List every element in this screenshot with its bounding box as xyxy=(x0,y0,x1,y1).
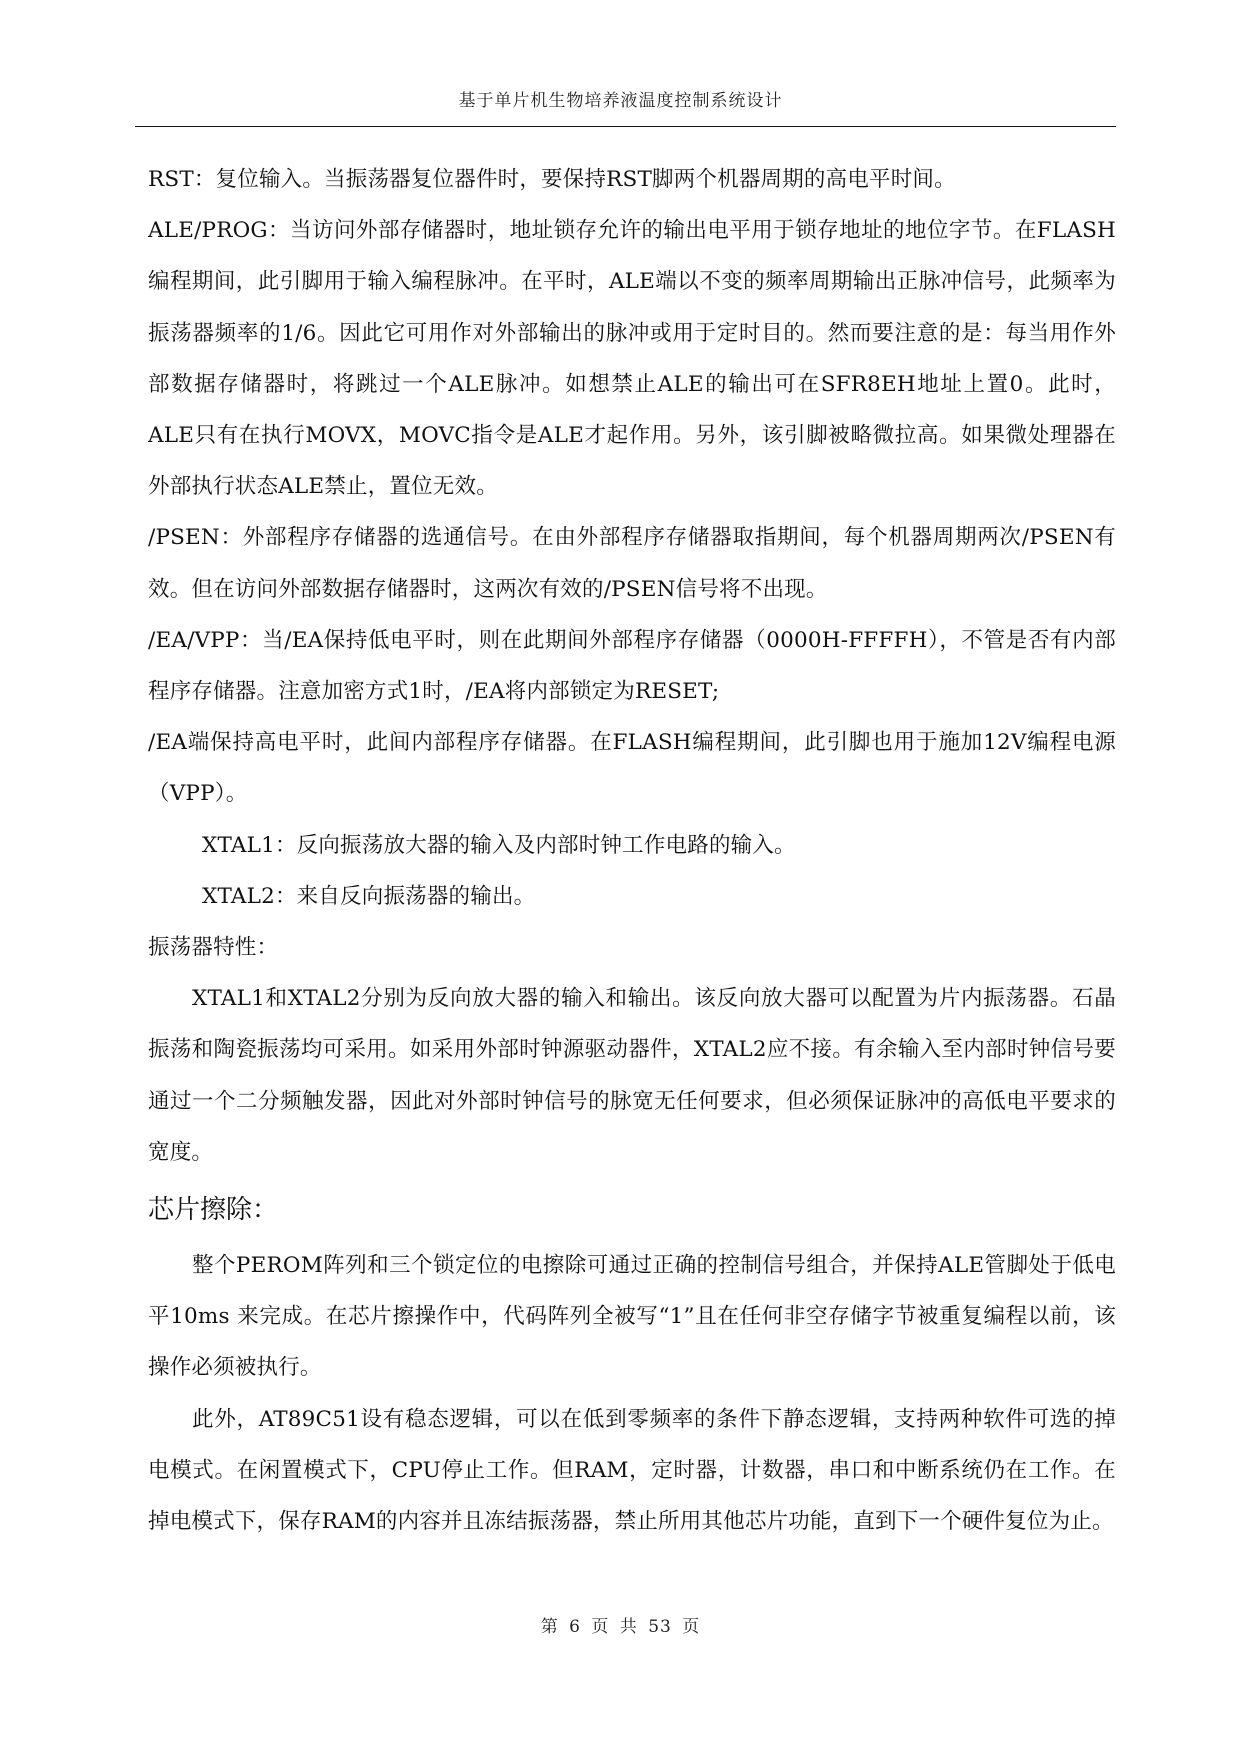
paragraph-oscillator: XTAL1和XTAL2分别为反向放大器的输入和输出。该反向放大器可以配置为片内振荡器。石晶振荡和陶瓷振荡均可采用。如采用外部时钟源驱动器件，XTAL2应不接。有余输入至内部时钟信号要通过一个二分频触发器，因此对外部时钟信号的脉宽无任何要求，但必须保证脉冲的高低电平要求的宽度。 xyxy=(148,986,1116,1165)
paragraph-erase-2: 此外，AT89C51设有稳态逻辑，可以在低到零频率的条件下静态逻辑，支持两种软件可选的掉电模式。在闲置模式下，CPU停止工作。但RAM，定时器，计数器，串口和中断系统仍在工作。在掉电模式下，保存RAM的内容并且冻结振荡器，禁止所用其他芯片功能，直到下一个硬件复位为止。 xyxy=(148,1406,1116,1535)
paragraph-rst: RST：复位输入。当振荡器复位器件时，要保持RST脚两个机器周期的高电平时间。 xyxy=(148,167,956,192)
paragraph-xtal2: XTAL2：来自反向振荡器的输出。 xyxy=(202,883,536,909)
paragraph-ea-vpp: /EA/VPP：当/EA保持低电平时，则在此期间外部程序存储器（0000H-FFFFH），不管是否有内部程序存储器。注意加密方式1时，/EA将内部锁定为RESET; xyxy=(148,627,1116,705)
header-divider xyxy=(135,126,1116,127)
running-header-title: 基于单片机生物培养液温度控制系统设计 xyxy=(458,91,783,111)
oscillator-subheading: 振荡器特性： xyxy=(148,935,279,961)
paragraph-ale-prog: ALE/PROG：当访问外部存储器时，地址锁存允许的输出电平用于锁存地址的地位字节。在FLASH编程期间，此引脚用于输入编程脉冲。在平时，ALE端以不变的频率周期输出正脉冲信号，此频率为振荡器频率的1/6。因此它可用作对外部输出的脉冲或用于定时目的。然而要注意的是：每当用作外部数据存储器时，将跳过一个ALE脉冲。如想禁止ALE的输出可在SFR8EH地址上置0。此时， ALE只有在执行MOVX，MOVC指令是ALE才起作用。另外，该引脚被略微拉高。如果微处理器在外部执行状态ALE禁止，置位无效。 xyxy=(148,218,1116,500)
paragraph-psen: /PSEN：外部程序存储器的选通信号。在由外部程序存储器取指期间，每个机器周期两次/PSEN有效。但在访问外部数据存储器时，这两次有效的/PSEN信号将不出现。 xyxy=(148,525,1116,602)
page-body xyxy=(148,154,1116,1547)
section-heading-chip-erase: 芯片擦除： xyxy=(148,1195,279,1226)
paragraph-xtal1: XTAL1：反向振荡放大器的输入及内部时钟工作电路的输入。 xyxy=(202,832,796,858)
paragraph-ea-high: /EA端保持高电平时，此间内部程序存储器。在FLASH编程期间，此引脚也用于施加12V编程电源（VPP）。 xyxy=(148,730,1116,807)
page-number-footer: 第 6 页 共 53 页 xyxy=(540,1617,701,1637)
paragraph-erase-1: 整个PEROM阵列和三个锁定位的电擦除可通过正确的控制信号组合，并保持ALE管脚处于低电平10ms 来完成。在芯片擦操作中，代码阵列全被写“1”且在任何非空存储字节被重复编程以前，该操作必须被执行。 xyxy=(148,1253,1116,1381)
